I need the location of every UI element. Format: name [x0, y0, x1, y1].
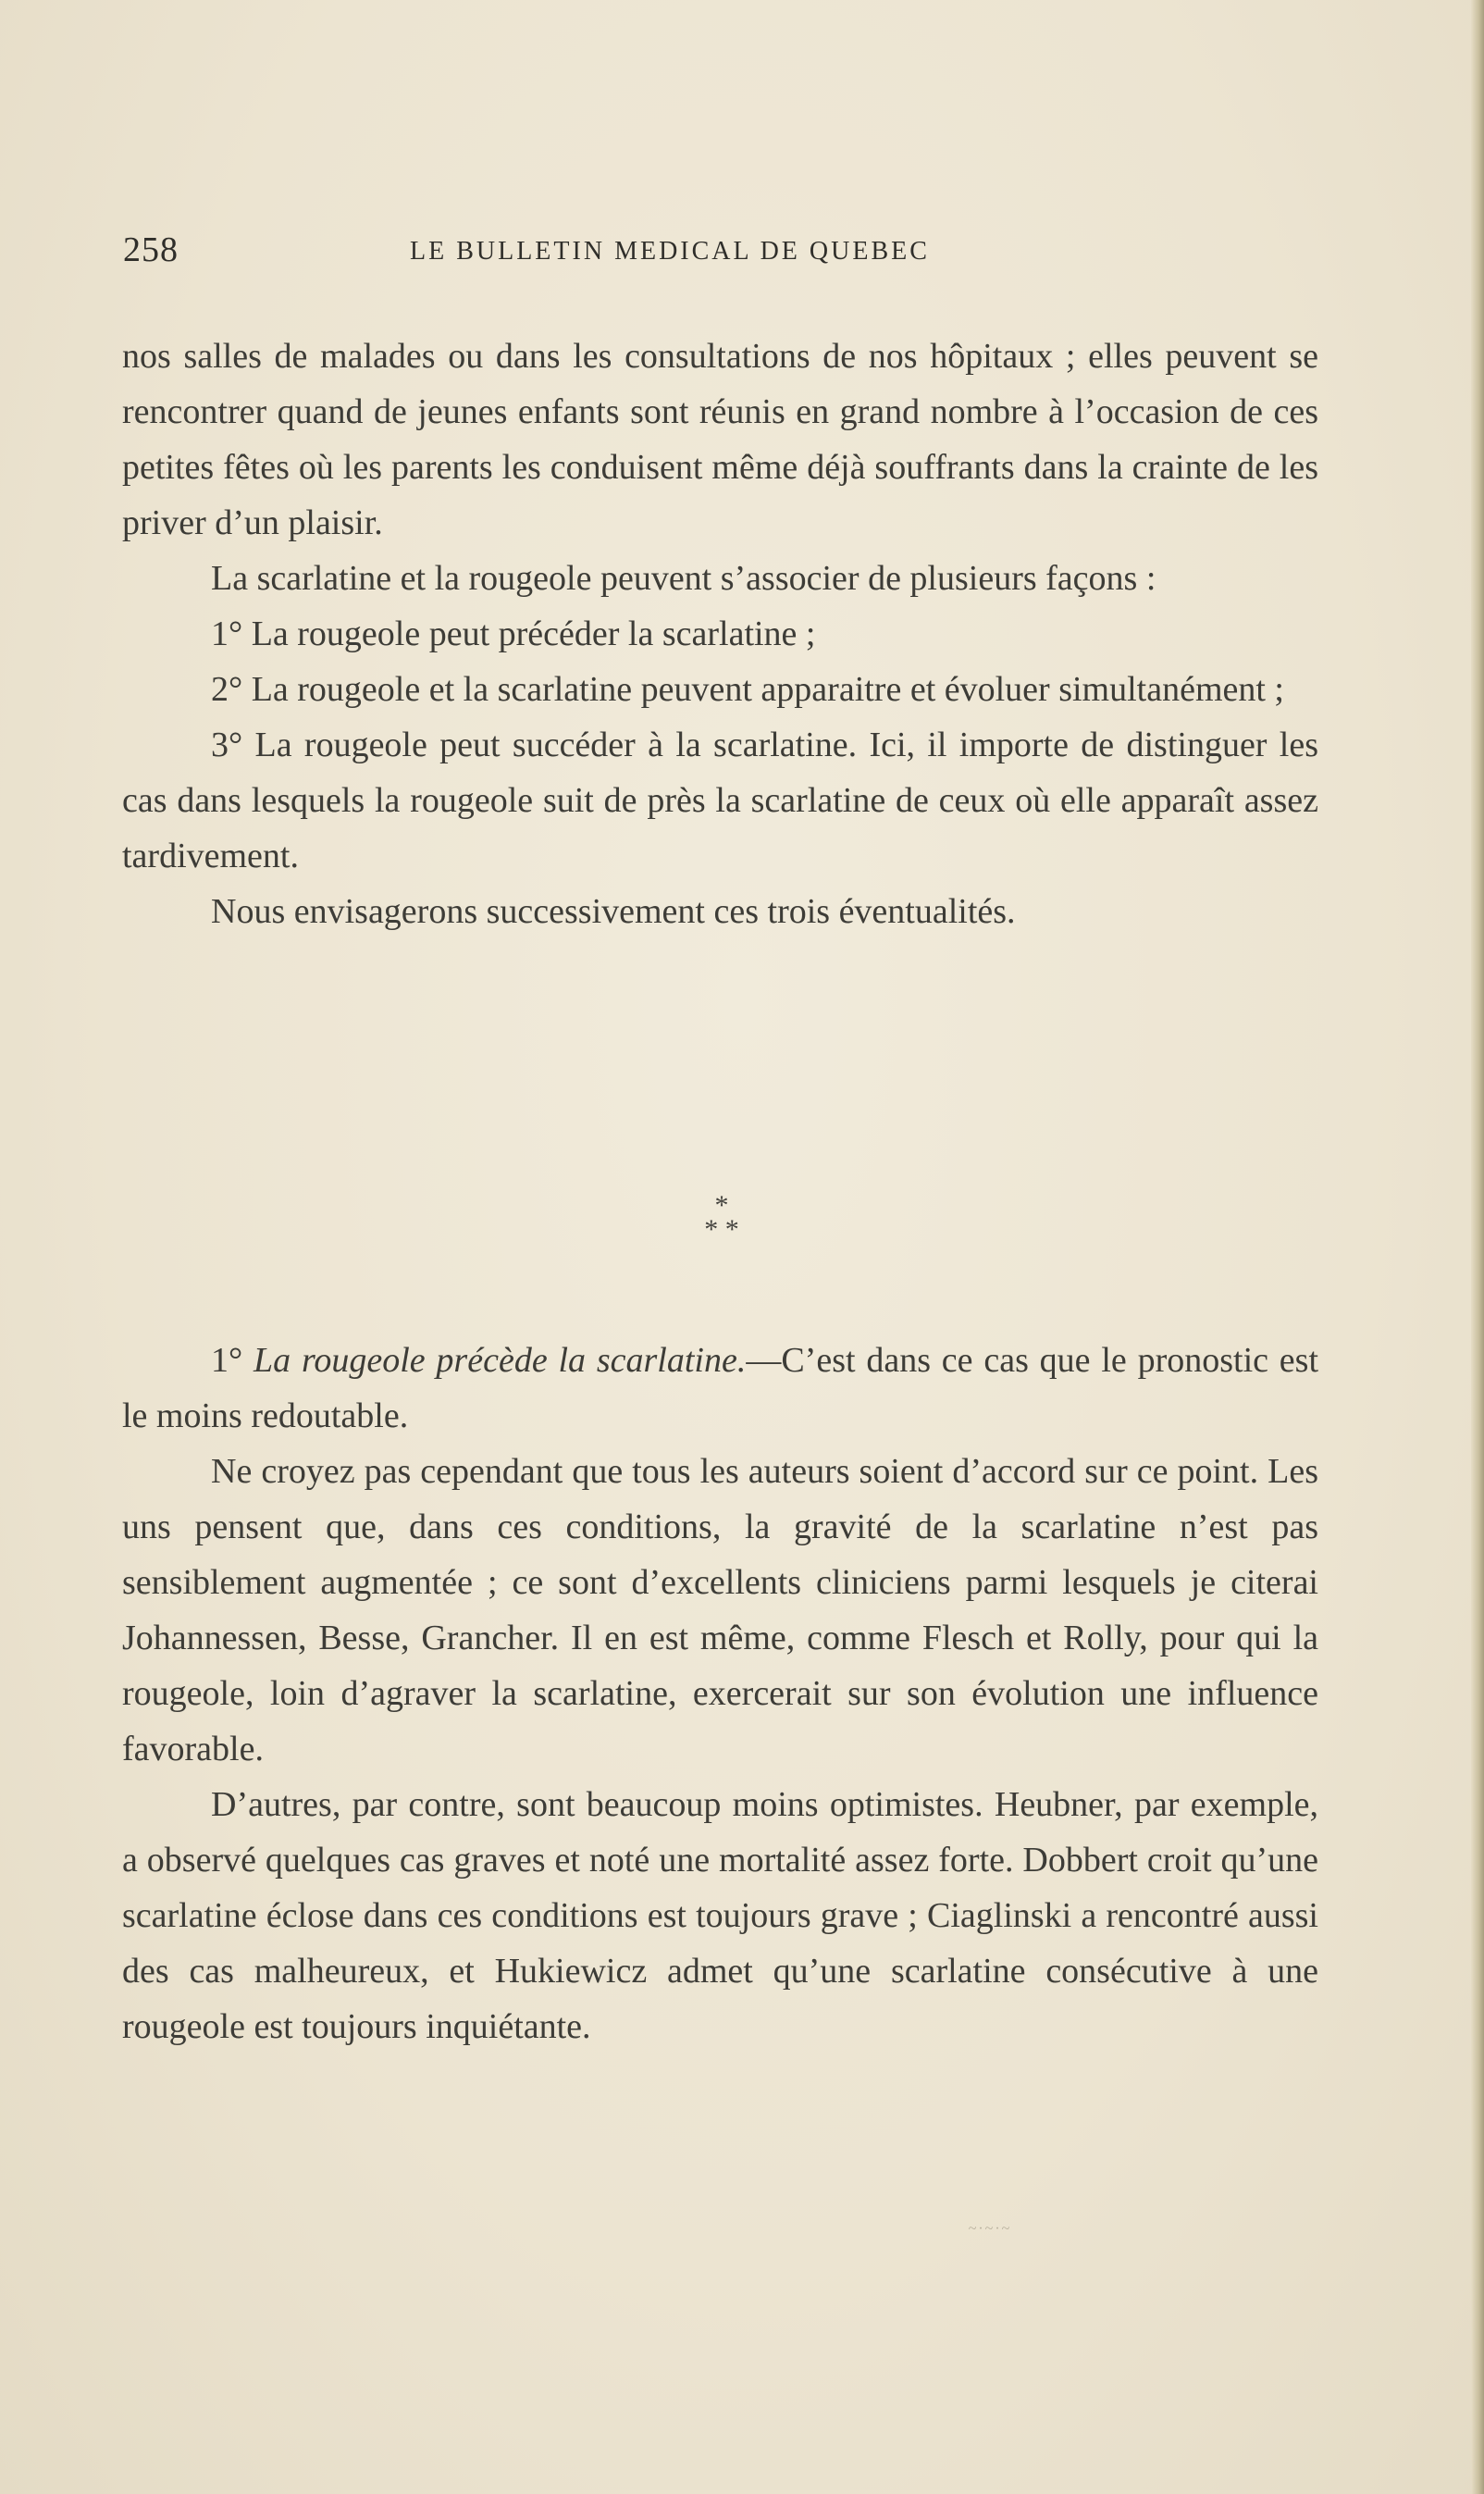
running-title: LE BULLETIN MEDICAL DE QUEBEC: [410, 237, 930, 266]
paragraph-2: La scarlatine et la rougeole peuvent s’associer de plusieurs façons :: [211, 559, 1156, 598]
page-edge: [1471, 0, 1484, 2494]
asterism-top: *: [714, 1190, 729, 1221]
printer-ornament: ~·~·~: [968, 2221, 1012, 2237]
text-top: [122, 329, 1318, 939]
asterism-bottom: * *: [704, 1214, 739, 1245]
section-1-opening: [122, 1333, 1318, 1444]
paragraph-3: Nous envisagerons successivement ces trois éventualités.: [211, 892, 1016, 931]
paragraph-4: Ne croyez pas cependant que tous les auteurs soient d’accord sur ce point. Les uns pensent que, dans ces conditions, la gravité de la scarlatine n’est pas sensiblement augmentée ; ce sont d’excellents cliniciens parmi lesquels je citerai Johannessen, Besse, Grancher. Il en est même, comme Flesch et Rolly, pour qui la rougeole, loin d’agraver la scarlatine, exercerait sur son évolution une influence favorable.: [122, 1452, 1318, 1768]
list-item-1: 1° La rougeole peut précéder la scarlatine ;: [211, 614, 816, 653]
asterism: [666, 1190, 777, 1245]
list-item-3: 3° La rougeole peut succéder à la scarlatine. Ici, il importe de distinguer les cas dans lesquels la rougeole suit de près la scarlatine de ceux où elle apparaît assez tardivement.: [122, 726, 1318, 875]
paragraph-1: nos salles de malades ou dans les consultations de nos hôpitaux ; elles peuvent se rencontrer quand de jeunes enfants sont réunis en grand nombre à l’occasion de ces petites fêtes où les parents les conduisent même déjà souffrants dans la crainte de les priver d’un plaisir.: [122, 337, 1318, 542]
text-bottom: [122, 1333, 1318, 2054]
section-title: La rougeole précède la scarlatine.: [254, 1341, 747, 1380]
page-number: 258: [123, 230, 179, 269]
list-item-2: 2° La rougeole et la scarlatine peuvent apparaitre et évoluer simultanément ;: [211, 670, 1284, 709]
paragraph-5: D’autres, par contre, sont beaucoup moins optimistes. Heubner, par exemple, a observé quelques cas graves et noté une mortalité assez forte. Dobbert croit qu’une scarlatine éclose dans ces conditions est toujours grave ; Ciaglinski a rencontré aussi des cas malheureux, et Hukiewicz admet qu’une scarlatine consécutive à une rougeole est toujours inquiétante.: [122, 1785, 1318, 2046]
section-number: 1°: [211, 1341, 243, 1380]
section-opening-text: —C’est dans ce cas que le pronostic est le moins redoutable.: [122, 1341, 1319, 1435]
page-header: [123, 230, 1326, 276]
